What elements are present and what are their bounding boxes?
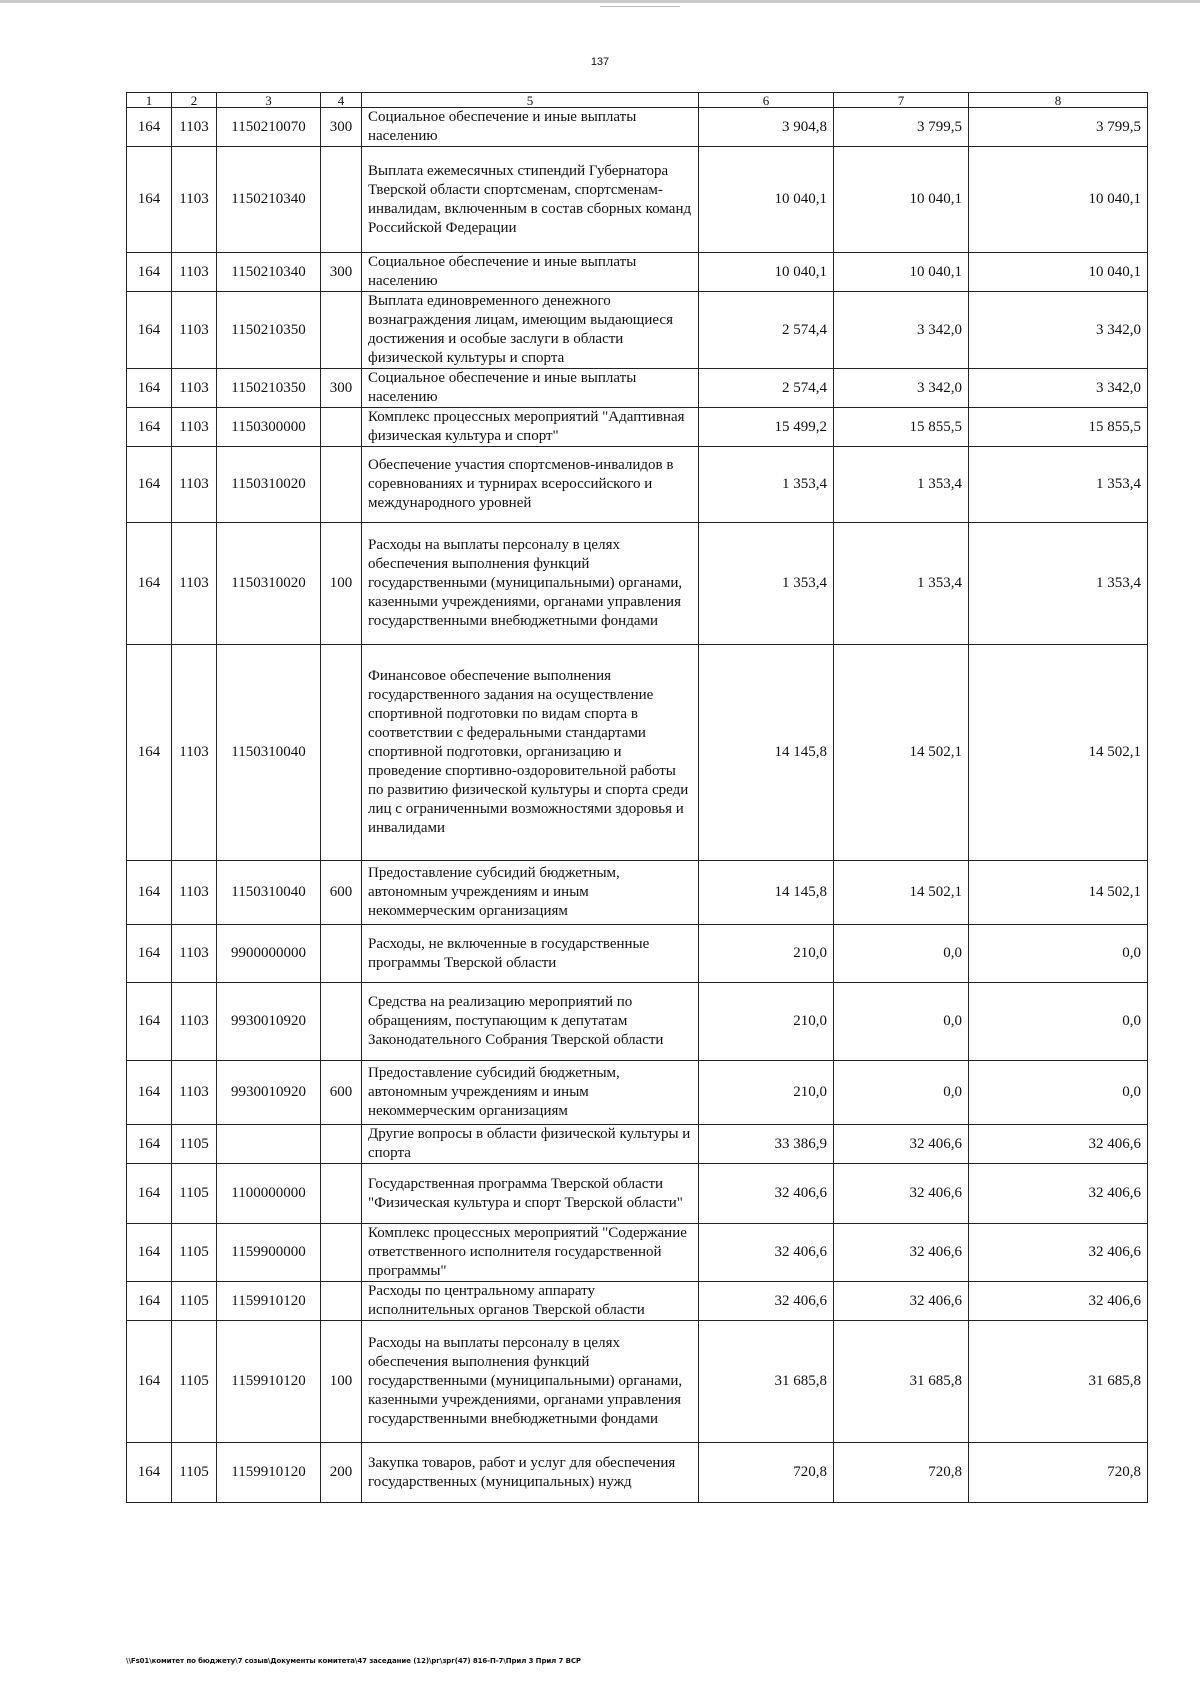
table-row <box>127 369 1148 408</box>
table-cell: 100 <box>321 1321 362 1443</box>
table-cell: 0,0 <box>969 925 1148 983</box>
table-cell: 1103 <box>172 408 217 447</box>
table-cell: 31 685,8 <box>969 1321 1148 1443</box>
table-cell <box>321 1164 362 1224</box>
table-row <box>127 983 1148 1061</box>
table-cell: 10 040,1 <box>969 147 1148 253</box>
table-cell <box>321 983 362 1061</box>
table-cell: Расходы, не включенные в государственные программы Тверской области <box>362 925 699 983</box>
table-cell: 9930010920 <box>217 1061 321 1125</box>
table-cell: 1150310020 <box>217 523 321 645</box>
table-cell <box>321 292 362 369</box>
table-cell <box>321 147 362 253</box>
table-cell: 200 <box>321 1443 362 1503</box>
table-cell: 3 342,0 <box>834 369 969 408</box>
table-cell <box>321 925 362 983</box>
table-cell: Выплата единовременного денежного вознаграждения лицам, имеющим выдающиеся достижения и особые заслуги в области физической культуры и спорта <box>362 292 699 369</box>
table-cell: Комплекс процессных мероприятий "Адаптивная физическая культура и спорт" <box>362 408 699 447</box>
table-cell: 720,8 <box>969 1443 1148 1503</box>
table-cell: 32 406,6 <box>834 1164 969 1224</box>
table-cell: 300 <box>321 369 362 408</box>
table-cell: 2 574,4 <box>699 292 834 369</box>
table-cell: 14 502,1 <box>834 645 969 861</box>
table-cell: Государственная программа Тверской области "Физическая культура и спорт Тверской области" <box>362 1164 699 1224</box>
table-cell: 32 406,6 <box>834 1224 969 1282</box>
table-cell: 164 <box>127 1164 172 1224</box>
table-cell: Финансовое обеспечение выполнения государственного задания на осуществление спортивной подготовки по видам спорта в соответствии с федеральными стандартами спортивной подготовки, организацию и проведение спортивно-оздоровительной работы по развитию физической культуры и спорта среди лиц с ограниченными возможностями здоровья и инвалидами <box>362 645 699 861</box>
table-cell: 14 145,8 <box>699 645 834 861</box>
table-cell <box>321 645 362 861</box>
table-cell: 164 <box>127 108 172 147</box>
table-cell: 1 353,4 <box>969 523 1148 645</box>
table-cell: 3 342,0 <box>969 369 1148 408</box>
table-cell: 1150210070 <box>217 108 321 147</box>
table-cell: 9930010920 <box>217 983 321 1061</box>
table-cell: 1150210350 <box>217 369 321 408</box>
table-cell: 10 040,1 <box>699 253 834 292</box>
table-row <box>127 147 1148 253</box>
table-cell: 1103 <box>172 983 217 1061</box>
column-header: 8 <box>969 93 1148 108</box>
table-row <box>127 523 1148 645</box>
table-cell: 32 406,6 <box>699 1164 834 1224</box>
table-cell: 33 386,9 <box>699 1125 834 1164</box>
table-cell: 1150310040 <box>217 645 321 861</box>
table-cell: 1150210340 <box>217 147 321 253</box>
table-cell: 720,8 <box>834 1443 969 1503</box>
table-cell: 164 <box>127 925 172 983</box>
table-row <box>127 292 1148 369</box>
table-cell: 1150210340 <box>217 253 321 292</box>
table-cell: 164 <box>127 447 172 523</box>
table-cell: 1 353,4 <box>699 523 834 645</box>
table-cell: 164 <box>127 1125 172 1164</box>
table-cell: Расходы на выплаты персоналу в целях обеспечения выполнения функций государственными (муниципальными) органами, казенными учреждениями, органами управления государственными внебюджетными фондами <box>362 1321 699 1443</box>
table-cell: 1103 <box>172 253 217 292</box>
table-cell: 32 406,6 <box>969 1224 1148 1282</box>
table-cell: 32 406,6 <box>834 1282 969 1321</box>
table-cell: 3 799,5 <box>969 108 1148 147</box>
table-cell: 1103 <box>172 369 217 408</box>
table-cell: 15 499,2 <box>699 408 834 447</box>
table-row <box>127 1125 1148 1164</box>
table-cell: 1103 <box>172 925 217 983</box>
table-cell: Средства на реализацию мероприятий по обращениям, поступающим к депутатам Законодательного Собрания Тверской области <box>362 983 699 1061</box>
table-row <box>127 1164 1148 1224</box>
table-cell: 164 <box>127 645 172 861</box>
table-row <box>127 1061 1148 1125</box>
column-header: 3 <box>217 93 321 108</box>
table-row <box>127 1224 1148 1282</box>
page-number: 137 <box>590 56 610 68</box>
table-cell: 164 <box>127 369 172 408</box>
table-cell: 164 <box>127 1061 172 1125</box>
table-cell: 1105 <box>172 1224 217 1282</box>
table-cell: Социальное обеспечение и иные выплаты населению <box>362 253 699 292</box>
table-cell: 1103 <box>172 523 217 645</box>
table-cell: Обеспечение участия спортсменов-инвалидов в соревнованиях и турнирах всероссийского и международного уровней <box>362 447 699 523</box>
table-row <box>127 1321 1148 1443</box>
table-cell: Комплекс процессных мероприятий "Содержание ответственного исполнителя государственной программы" <box>362 1224 699 1282</box>
table-cell: 10 040,1 <box>699 147 834 253</box>
table-cell: 14 502,1 <box>834 861 969 925</box>
file-path-footer: \\Fs01\комитет по бюджету\7 созыв\Документы комитета\47 заседание (12)\рг\зрг(47) 816-П-7\Прил 3 Прил 7 ВСР <box>126 1657 581 1665</box>
table-cell <box>321 1125 362 1164</box>
table-cell: 32 406,6 <box>969 1164 1148 1224</box>
table-cell: 1 353,4 <box>969 447 1148 523</box>
table-cell: 2 574,4 <box>699 369 834 408</box>
table-row <box>127 645 1148 861</box>
table-cell: 1159910120 <box>217 1321 321 1443</box>
table-cell: 3 342,0 <box>969 292 1148 369</box>
table-cell: Предоставление субсидий бюджетным, автономным учреждениям и иным некоммерческим организациям <box>362 1061 699 1125</box>
table-cell: 1105 <box>172 1282 217 1321</box>
table-cell: 164 <box>127 253 172 292</box>
table-cell: 1105 <box>172 1321 217 1443</box>
table-cell: Социальное обеспечение и иные выплаты населению <box>362 108 699 147</box>
table-cell: 0,0 <box>834 1061 969 1125</box>
table-row <box>127 861 1148 925</box>
table-cell: 31 685,8 <box>699 1321 834 1443</box>
table-cell: 14 502,1 <box>969 861 1148 925</box>
column-header: 5 <box>362 93 699 108</box>
table-cell: 1105 <box>172 1443 217 1503</box>
table-cell: 32 406,6 <box>969 1282 1148 1321</box>
table-cell: 300 <box>321 253 362 292</box>
table-cell: Другие вопросы в области физической культуры и спорта <box>362 1125 699 1164</box>
table-cell: 1150310020 <box>217 447 321 523</box>
table-cell: 164 <box>127 292 172 369</box>
table-row <box>127 447 1148 523</box>
table-cell: 15 855,5 <box>834 408 969 447</box>
table-cell: Социальное обеспечение и иные выплаты населению <box>362 369 699 408</box>
table-cell: 1159910120 <box>217 1443 321 1503</box>
table-cell: 1 353,4 <box>834 523 969 645</box>
table-cell: 720,8 <box>699 1443 834 1503</box>
table-cell: 164 <box>127 408 172 447</box>
table-cell: 32 406,6 <box>834 1125 969 1164</box>
table-cell: 164 <box>127 523 172 645</box>
table-cell: 9900000000 <box>217 925 321 983</box>
table-row <box>127 408 1148 447</box>
table-cell: 14 502,1 <box>969 645 1148 861</box>
table-cell: 32 406,6 <box>699 1224 834 1282</box>
table-cell: 31 685,8 <box>834 1321 969 1443</box>
table-cell: 14 145,8 <box>699 861 834 925</box>
table-cell: Выплата ежемесячных стипендий Губернатора Тверской области спортсменам, спортсменам-инвалидам, включенным в состав сборных команд Российской Федерации <box>362 147 699 253</box>
table-cell: 15 855,5 <box>969 408 1148 447</box>
table-cell: 32 406,6 <box>969 1125 1148 1164</box>
table-cell: 0,0 <box>834 983 969 1061</box>
table-cell: 210,0 <box>699 1061 834 1125</box>
table-cell: 3 904,8 <box>699 108 834 147</box>
table-row <box>127 108 1148 147</box>
table-cell: 1103 <box>172 292 217 369</box>
column-header: 1 <box>127 93 172 108</box>
table-cell: 1103 <box>172 447 217 523</box>
scan-artifact <box>600 6 680 7</box>
table-cell: 600 <box>321 861 362 925</box>
table-cell: 1 353,4 <box>699 447 834 523</box>
table-cell: 210,0 <box>699 983 834 1061</box>
table-row <box>127 1443 1148 1503</box>
table-cell: Закупка товаров, работ и услуг для обеспечения государственных (муниципальных) нужд <box>362 1443 699 1503</box>
table-cell: 1 353,4 <box>834 447 969 523</box>
table-cell: 10 040,1 <box>834 147 969 253</box>
table-cell: 164 <box>127 147 172 253</box>
table-cell <box>321 1282 362 1321</box>
table-cell: 10 040,1 <box>834 253 969 292</box>
table-cell: 1159900000 <box>217 1224 321 1282</box>
table-cell <box>321 1224 362 1282</box>
table-cell: 164 <box>127 1443 172 1503</box>
table-row <box>127 253 1148 292</box>
table-row <box>127 1282 1148 1321</box>
table-cell: 210,0 <box>699 925 834 983</box>
table-cell: 1150310040 <box>217 861 321 925</box>
table-cell: 1103 <box>172 108 217 147</box>
table-cell: 164 <box>127 1321 172 1443</box>
table-cell: 1159910120 <box>217 1282 321 1321</box>
column-header: 6 <box>699 93 834 108</box>
table-header-row <box>127 93 1148 108</box>
table-cell: 1103 <box>172 645 217 861</box>
table-cell: 1103 <box>172 1061 217 1125</box>
table-body <box>127 108 1148 1503</box>
table-cell <box>321 447 362 523</box>
table-cell: 1103 <box>172 147 217 253</box>
column-header: 2 <box>172 93 217 108</box>
table-cell: 0,0 <box>969 1061 1148 1125</box>
table-cell: Предоставление субсидий бюджетным, автономным учреждениям и иным некоммерческим организациям <box>362 861 699 925</box>
table-cell <box>217 1125 321 1164</box>
table-row <box>127 925 1148 983</box>
table-cell: 3 342,0 <box>834 292 969 369</box>
table-cell: 0,0 <box>834 925 969 983</box>
table-cell: Расходы на выплаты персоналу в целях обеспечения выполнения функций государственными (муниципальными) органами, казенными учреждениями, органами управления государственными внебюджетными фондами <box>362 523 699 645</box>
table-cell: Расходы по центральному аппарату исполнительных органов Тверской области <box>362 1282 699 1321</box>
scan-edge <box>0 0 1200 3</box>
table-cell: 164 <box>127 1282 172 1321</box>
table-cell: 100 <box>321 523 362 645</box>
table-cell <box>321 408 362 447</box>
table-cell: 3 799,5 <box>834 108 969 147</box>
table-cell: 164 <box>127 983 172 1061</box>
table-cell: 1105 <box>172 1125 217 1164</box>
table-cell: 1150300000 <box>217 408 321 447</box>
table-cell: 300 <box>321 108 362 147</box>
table-cell: 1105 <box>172 1164 217 1224</box>
table-cell: 1103 <box>172 861 217 925</box>
table-cell: 600 <box>321 1061 362 1125</box>
column-header: 7 <box>834 93 969 108</box>
column-header: 4 <box>321 93 362 108</box>
table-cell: 10 040,1 <box>969 253 1148 292</box>
table-cell: 32 406,6 <box>699 1282 834 1321</box>
budget-table <box>126 92 1148 1503</box>
table-cell: 1100000000 <box>217 1164 321 1224</box>
table-cell: 164 <box>127 861 172 925</box>
table-cell: 164 <box>127 1224 172 1282</box>
table-cell: 1150210350 <box>217 292 321 369</box>
table-cell: 0,0 <box>969 983 1148 1061</box>
